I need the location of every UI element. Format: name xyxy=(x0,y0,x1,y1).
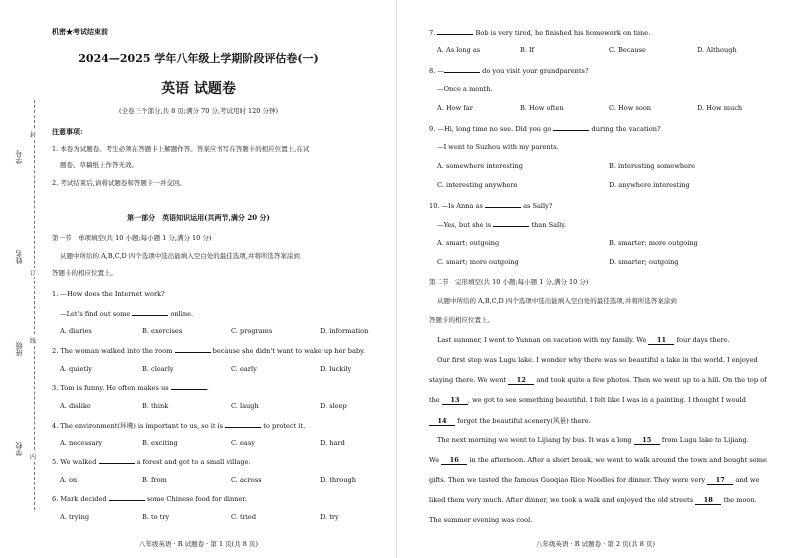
q10-option-c: C. smart; more outgoing xyxy=(437,258,519,266)
question-9-reply: —I went to Suzhou with my parents. xyxy=(437,143,559,151)
passage-line-1: Last summer, I went to Yunnan on vacation with my family. We 11 four days there. xyxy=(437,336,730,344)
side-label-id: 学号 xyxy=(15,150,23,164)
sec2-heading: 第二节 完形填空(共 10 小题;每小题 1 分,满分 10 分) xyxy=(429,278,589,286)
sec2-instr-a: 从题中所给的 A,B,C,D 四个选项中选出能填入空白处的最佳选项,并将所选答案涂到 xyxy=(437,297,677,305)
binding-strip xyxy=(0,100,48,510)
side-label-class: 班级 xyxy=(15,342,23,356)
q6-option-b: B. to try xyxy=(142,513,170,521)
q5-option-a: A. on xyxy=(60,476,78,484)
q8-option-c: C. How soon xyxy=(609,104,652,112)
q3-option-a: A. dislike xyxy=(60,402,91,410)
q8-option-a: A. How far xyxy=(437,104,473,112)
q3-option-b: B. think xyxy=(142,402,169,410)
blank-11: 11 xyxy=(648,336,674,345)
passage-line-5: 14 forget the beautiful scenery(风景) there. xyxy=(429,415,591,426)
q1-option-a: A. diaries xyxy=(60,327,92,335)
q1-option-d: D. information xyxy=(320,327,369,335)
note-2: 2. 考试结束后,请将试题卷和答题卡一并交回。 xyxy=(52,179,186,187)
q3-option-d: D. sleep xyxy=(320,402,347,410)
question-9-stem: 9. —Hi, long time no see. Did you go during the vacation? xyxy=(429,125,661,133)
q6-option-a: A. trying xyxy=(60,513,90,521)
part1-heading: 第一部分 英语知识运用(共两节,满分 20 分) xyxy=(127,213,270,222)
q4-option-b: B. exciting xyxy=(142,439,178,447)
passage-line-9: liked them very much. After dinner, we took a walk and enjoyed the old streets 18 the moon. xyxy=(429,496,757,504)
q2-option-a: A. quietly xyxy=(60,365,92,373)
passage-line-8: gifts. Then we tasted the famous Guoqiao Rice Noodles for dinner. They were very 17 and we xyxy=(429,476,760,484)
q4-option-a: A. necessary xyxy=(60,439,103,447)
sec2-instr-b: 答题卡的相应位置上。 xyxy=(429,316,494,324)
q7-option-d: D. Although xyxy=(697,46,737,54)
q2-option-d: D. luckily xyxy=(320,365,352,373)
q7-option-b: B. If xyxy=(520,46,535,54)
q8-option-b: B. How often xyxy=(520,104,564,112)
question-10-reply: —Yes, but she is than Sally. xyxy=(437,221,567,229)
q1-option-c: C. programs xyxy=(231,327,273,335)
q4-option-d: D. hard xyxy=(320,439,345,447)
blank-17: 17 xyxy=(707,476,733,485)
q5-option-d: D. through xyxy=(320,476,356,484)
q6-option-c: C. tried xyxy=(231,513,257,521)
q4-option-c: C. easy xyxy=(231,439,255,447)
blank-13: 13 xyxy=(442,396,468,405)
passage-line-6: The next morning we went to Lijiang by bus. It was a long 15 from Lugu lake to Lijiang. xyxy=(437,436,749,444)
side-mark-seal: 封 xyxy=(30,132,37,139)
question-1-reply: —Let's find out some online. xyxy=(60,310,194,318)
side-label-name: 姓名 xyxy=(15,250,23,264)
subject-title: 英语 试题卷 xyxy=(161,81,236,97)
q10-option-d: D. smarter; outgoing xyxy=(609,258,679,266)
q10-option-a: A. smart; outgoing xyxy=(437,239,500,247)
exam-title: 2024—2025 学年八年级上学期阶段评估卷(一) xyxy=(78,52,319,65)
q9-option-b: B. interesting somewhere xyxy=(609,162,696,170)
question-8-stem: 8. — do you visit your grandparents? xyxy=(429,67,589,75)
q9-option-c: C. interesting anywhere xyxy=(437,181,518,189)
question-6-stem: 6. Mark decided some Chinese food for dinner. xyxy=(52,495,247,503)
q9-option-d: D. anywhere interesting xyxy=(609,181,690,189)
side-mark-bind: 订 xyxy=(30,270,37,277)
question-4-stem: 4. The environment(环境) is important to us, so it is to protect it. xyxy=(52,422,306,430)
sec1-instr-b: 答题卡的相应位置上。 xyxy=(52,269,117,277)
passage-line-7: We 16 in the afternoon. After a short break, we went to walk around the town and bought some xyxy=(429,456,767,464)
q5-option-c: C. across xyxy=(231,476,262,484)
blank-16: 16 xyxy=(441,456,467,465)
q10-option-b: B. smarter; more outgoing xyxy=(609,239,698,247)
sec1-instr-a: 从题中所给的 A,B,C,D 四个选项中选出能填入空白处的最佳选项,并将所选答案涂到 xyxy=(60,252,300,260)
blank-12: 12 xyxy=(508,376,534,385)
binding-line xyxy=(34,100,35,510)
q8-option-d: D. How much xyxy=(697,104,743,112)
note-1a: 1. 本卷为试题卷。考生必须在答题卡上解题作答。答案应书写在答题卡的相应位置上,在试 xyxy=(52,145,310,153)
q3-option-c: C. laugh xyxy=(231,402,259,410)
passage-line-4: the 13 , we got to see something beautiful. I felt like I was in a painting. I thought I would xyxy=(429,396,747,404)
q7-option-c: C. Because xyxy=(609,46,646,54)
exam-page-2 xyxy=(397,0,794,558)
passage-line-2: Our first stop was Lugu lake. I wonder why there was so beautiful a lake in the world. I enjoyed xyxy=(437,356,758,364)
blank-15: 15 xyxy=(634,436,660,445)
question-2-stem: 2. The woman walked into the room because she didn't want to wake up her baby. xyxy=(52,347,366,355)
question-10-stem: 10. —Is Anna as as Sally? xyxy=(429,202,553,210)
passage-line-10: The summer evening was cool. xyxy=(429,516,533,524)
q6-option-d: D. try xyxy=(320,513,339,521)
passage-line-3: staying there. We went 12 and took quite a few photos. Then we went up to a hill. On the top of xyxy=(429,376,767,384)
notes-heading: 注意事项: xyxy=(52,127,83,136)
side-mark-line: 线 xyxy=(30,338,37,345)
question-1-stem: 1. —How does the Internet work? xyxy=(52,290,165,298)
question-3-stem: 3. Tom is funny. He often makes us . xyxy=(52,384,209,392)
q7-option-a: A. As long as xyxy=(437,46,481,54)
q1-option-b: B. exercises xyxy=(142,327,183,335)
side-label-school: 学校 xyxy=(15,442,23,456)
question-8-reply: —Once a month. xyxy=(437,85,493,93)
note-1b: 题卷、草稿纸上作答无效。 xyxy=(60,161,138,169)
page-footer: 八年级英语 · R 试题卷 · 第 2 页(共 8 页) xyxy=(536,540,655,548)
side-mark-inside: 内 xyxy=(30,454,37,461)
blank-18: 18 xyxy=(695,496,721,505)
exam-info: (全卷三个部分,共 8 页;满分 70 分,考试用时 120 分钟) xyxy=(118,107,279,115)
page-footer: 八年级英语 · R 试题卷 · 第 1 页(共 8 页) xyxy=(139,540,258,548)
blank-14: 14 xyxy=(429,417,455,426)
q9-option-a: A. somewhere interesting xyxy=(437,162,523,170)
confidential-label: 机密★考试结束前 xyxy=(52,27,108,36)
q5-option-b: B. from xyxy=(142,476,167,484)
question-5-stem: 5. We walked a forest and got to a small village. xyxy=(52,458,251,466)
sec1-heading: 第一节 单项填空(共 10 小题;每小题 1 分,满分 10 分) xyxy=(52,234,212,242)
q2-option-b: B. clearly xyxy=(142,365,174,373)
q2-option-c: C. early xyxy=(231,365,257,373)
question-7-stem: 7. Bob is very tired, he finished his homework on time. xyxy=(429,29,651,37)
